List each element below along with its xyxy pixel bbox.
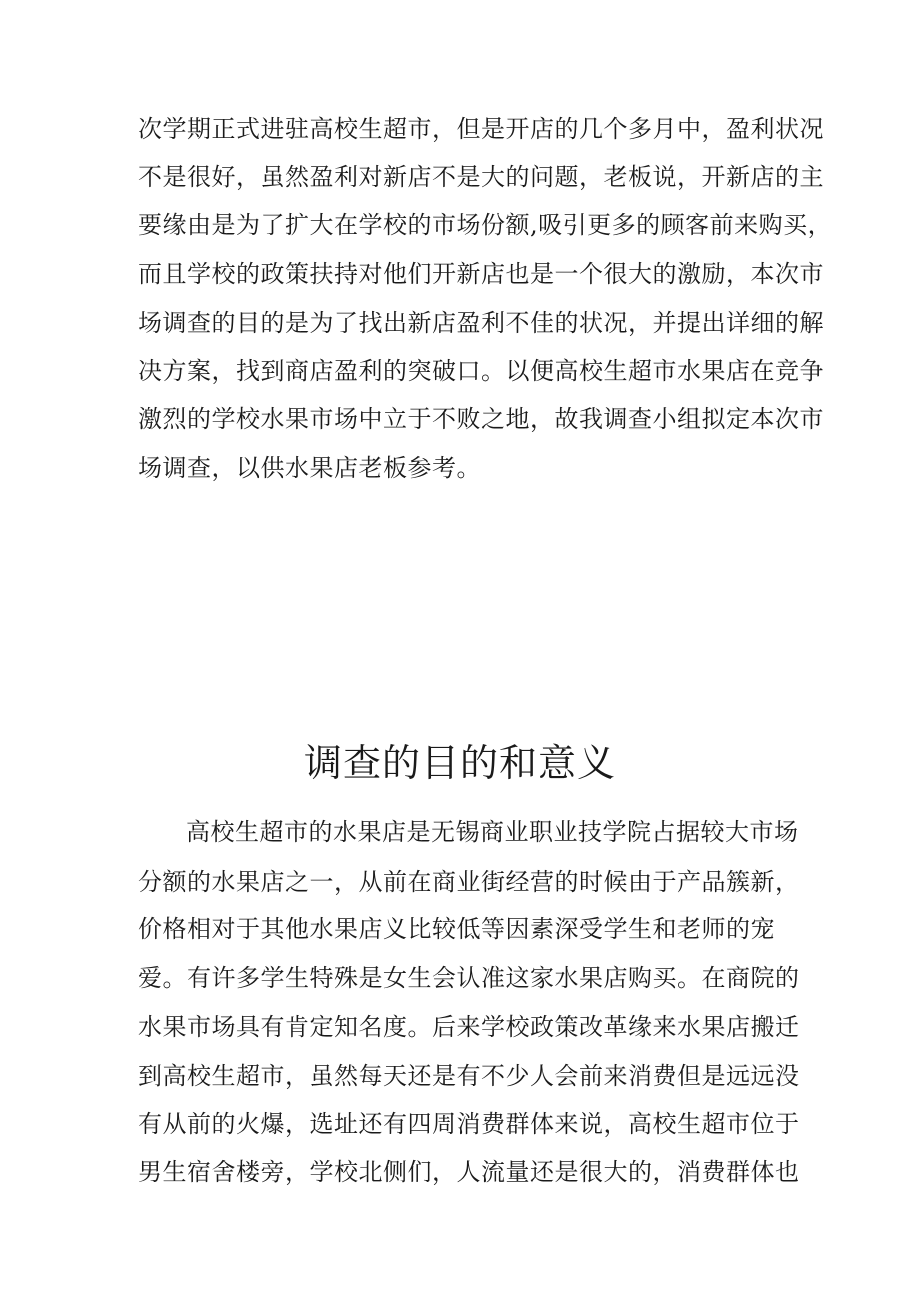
text-line: 有从前的火爆，选址还有四周消费群体来说，高校生超市位于 <box>138 1110 800 1138</box>
text-line: 次学期正式进驻高校生超市，但是开店的几个多月中，盈利状况 <box>138 115 824 143</box>
text-line: 决方案，找到商店盈利的突破口。以便高校生超市水果店在竞争 <box>138 357 824 385</box>
text-line: 要缘由是为了扩大在学校的市场份额,吸引更多的顾客前来购买， <box>138 211 833 239</box>
text-line: 场调查的目的是为了找出新店盈利不佳的状况，并提出详细的解 <box>138 309 824 337</box>
text-line: 水果市场具有肯定知名度。后来学校政策改革缘来水果店搬迁 <box>138 1013 800 1041</box>
section-title: 调查的目的和意义 <box>303 741 616 785</box>
text-line: 高校生超市的水果店是无锡商业职业技学院占据较大市场 <box>186 818 799 846</box>
text-line: 男生宿舍楼旁，学校北侧们，人流量还是很大的，消费群体也 <box>138 1158 800 1186</box>
text-line: 而且学校的政策扶持对他们开新店也是一个很大的激励，本次市 <box>138 260 824 288</box>
text-line: 价格相对于其他水果店义比较低等因素深受学生和老师的宠 <box>138 915 775 943</box>
text-line: 分额的水果店之一，从前在商业街经营的时候由于产品簇新， <box>138 868 800 896</box>
text-line: 爱。有许多学生特殊是女生会认准这家水果店购买。在商院的 <box>138 964 800 992</box>
text-line: 激烈的学校水果市场中立于不败之地，故我调查小组拟定本次市 <box>138 405 824 433</box>
text-line: 不是很好，虽然盈利对新店不是大的问题，老板说，开新店的主 <box>138 163 824 191</box>
text-line: 场调查，以供水果店老板参考。 <box>138 454 481 482</box>
text-line: 到高校生超市，虽然每天还是有不少人会前来消费但是远远没 <box>138 1062 800 1090</box>
